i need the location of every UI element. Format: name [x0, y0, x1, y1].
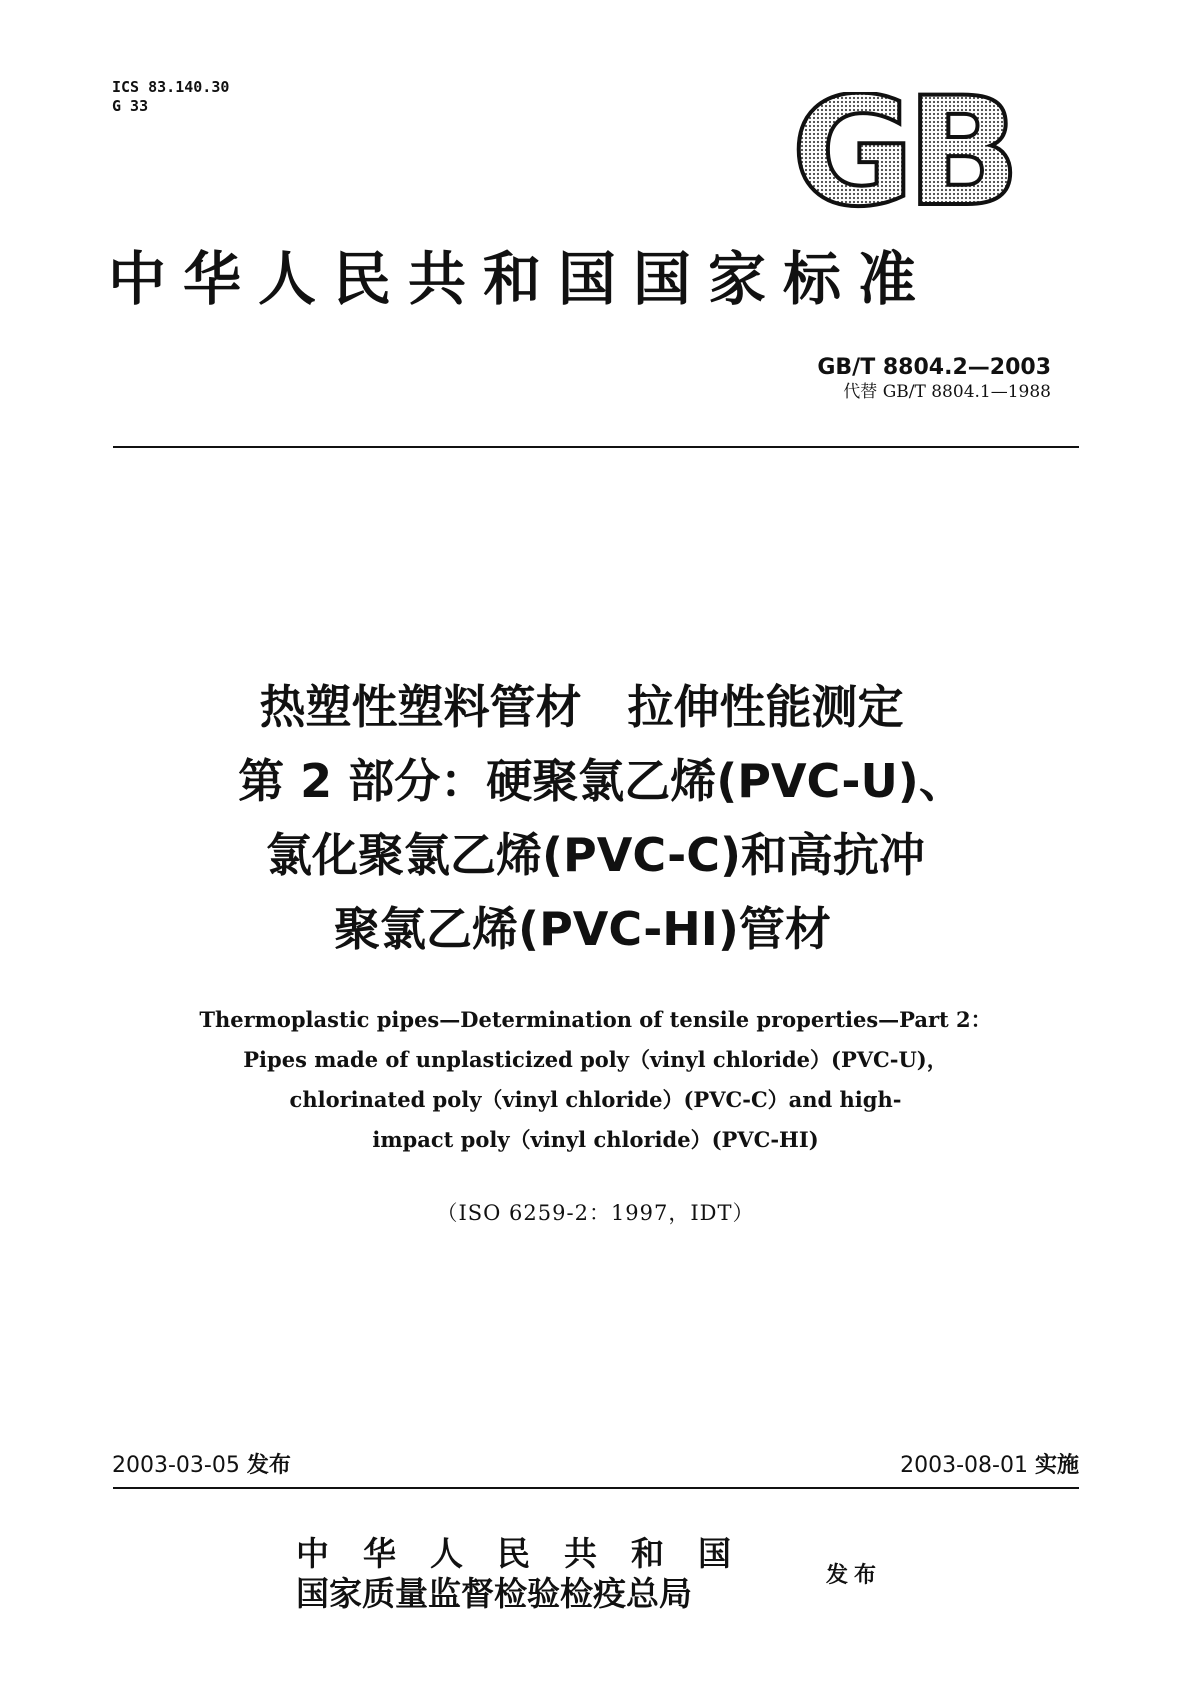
gb-logo-graphic	[788, 92, 1016, 218]
classification-codes	[112, 78, 229, 116]
gb-logo-text: GB	[791, 92, 1013, 218]
chinese-title-line-4: 聚氯乙烯(PVC-HI)管材	[334, 902, 831, 956]
standard-number: GB/T 8804.2—2003	[817, 355, 1051, 380]
issue-date-value: 2003-03-05	[112, 1453, 240, 1478]
issue-date	[112, 1452, 291, 1480]
effective-date-value: 2003-08-01	[900, 1453, 1028, 1478]
publish-label: 发布	[826, 1563, 883, 1588]
bottom-divider	[113, 1487, 1079, 1489]
chinese-title-line-1: 热塑性塑料管材 拉伸性能测定	[259, 680, 904, 734]
ccs-code: G 33	[112, 97, 149, 115]
chinese-title-line-2: 第 2 部分：硬聚氯乙烯(PVC-U)、	[238, 754, 965, 808]
iso-equivalence: （ISO 6259-2：1997，IDT）	[436, 1201, 755, 1225]
issuing-authority	[296, 1534, 765, 1614]
issuer-line-1: 中华人民共和国	[296, 1534, 765, 1573]
chinese-title-line-3: 氯化聚氯乙烯(PVC-C)和高抗冲	[265, 828, 926, 882]
standard-number-block	[817, 355, 1051, 403]
english-title-line-3: chlorinated poly（vinyl chloride）(PVC-C）and high-	[289, 1087, 902, 1112]
chinese-title	[0, 670, 1191, 966]
issue-date-label: 发布	[246, 1453, 291, 1478]
effective-date	[900, 1452, 1079, 1480]
english-title-line-2: Pipes made of unplasticized poly（vinyl chloride）(PVC-U)，	[243, 1047, 948, 1072]
national-standard-title: 中华人民共和国国家标准	[108, 245, 934, 313]
english-title-line-1: Thermoplastic pipes—Determination of tensile properties—Part 2：	[199, 1007, 992, 1032]
issuer-line-2: 国家质量监督检验检疫总局	[296, 1574, 692, 1613]
gb-logo	[788, 92, 1016, 218]
replaces-standard: 代替 GB/T 8804.1—1988	[843, 382, 1051, 402]
english-title-line-4: impact poly（vinyl chloride）(PVC-HI)	[372, 1127, 819, 1152]
ics-code: ICS 83.140.30	[112, 78, 230, 96]
top-divider	[113, 446, 1079, 448]
english-title	[0, 1000, 1191, 1160]
effective-date-label: 实施	[1034, 1453, 1079, 1478]
